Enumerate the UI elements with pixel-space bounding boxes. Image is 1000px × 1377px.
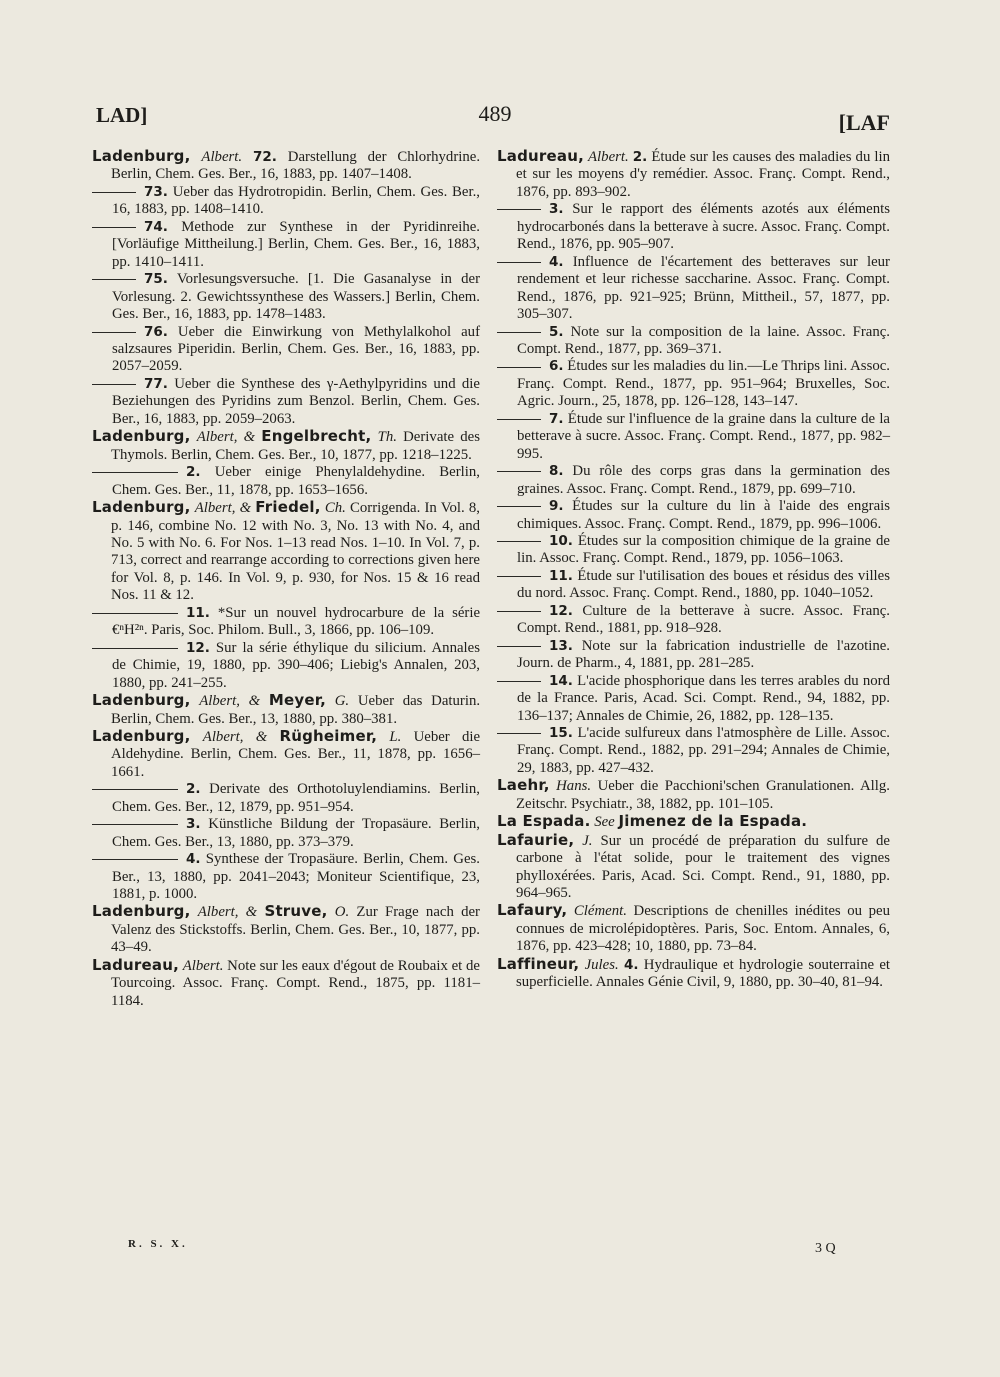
- entry-text: Vorlesungsversuche. [1. Die Gasanalyse in der Vorlesung. 2. Gewichtssynthese des Wassers.] Berlin, Chem. Ges. Ber., 16, 1883, pp. 1478–1483.: [112, 271, 480, 323]
- entry-text: Descriptions de chenilles inédites ou peu connues de microlépidoptères. Paris, Soc. Entom. Annales, 6, 1876, pp. 423–428; 10, 1880, pp. 73–84.: [516, 903, 890, 955]
- signature-mark: R. S. X.: [128, 1238, 188, 1250]
- bibliography-entry: [92, 271, 480, 323]
- bibliography-entry: [497, 411, 890, 463]
- entry-text: Note sur les eaux d'égout de Roubaix et de Tourcoing. Assoc. Franç. Compt. Rend., 1875, pp. 1181–1184.: [111, 957, 480, 1009]
- entry-number: 4.: [623, 956, 639, 973]
- entry-text: Derivate des Thymols. Berlin, Chem. Ges. Ber., 10, 1877, pp. 1218–1225.: [111, 429, 480, 463]
- entry-number: 5.: [549, 323, 564, 340]
- bibliography-entry: [92, 640, 480, 692]
- author-given-name: Albert, &: [197, 904, 258, 921]
- author-name: Ladenburg,: [92, 726, 191, 745]
- ditto-rule: [92, 219, 144, 235]
- bibliography-entry: [92, 903, 480, 956]
- entry-number: 11.: [186, 604, 210, 621]
- see-reference: See: [594, 814, 615, 831]
- entry-number: 76.: [144, 323, 168, 340]
- author-name: Laehr,: [497, 776, 550, 795]
- bibliography-entry: [497, 254, 890, 324]
- ditto-rule: [92, 324, 144, 340]
- author-name: Lafaurie,: [497, 830, 575, 849]
- entry-number: 8.: [549, 463, 564, 480]
- bibliography-entry: [92, 324, 480, 376]
- bibliography-entry: [92, 957, 480, 1010]
- author-given-name: Hans.: [556, 778, 592, 795]
- bibliography-entry: [92, 428, 480, 464]
- entry-text: Ueber einige Phenylaldehydine. Berlin, Chem. Ges. Ber., 11, 1878, pp. 1653–1656.: [112, 464, 480, 498]
- bibliography-entry: [497, 603, 890, 638]
- bibliography-entry: [92, 499, 480, 605]
- entry-text: Ueber die Aldehydine. Berlin, Chem. Ges. Ber., 11, 1878, pp. 1656–1661.: [111, 728, 481, 780]
- bibliography-entry: [92, 376, 480, 428]
- author-given-name: Albert.: [201, 149, 243, 165]
- author-name: Ladenburg,: [92, 147, 191, 165]
- bibliography-entry: [92, 148, 480, 184]
- bibliography-entry: [497, 568, 890, 603]
- entry-number: 2.: [186, 781, 201, 798]
- author-name: Ladureau,: [497, 147, 584, 165]
- entry-text: Études sur la composition chimique de la graine de lin. Assoc. Franç. Compt. Rend., 1879, pp. 1056–1063.: [517, 532, 890, 567]
- entry-number: 9.: [549, 498, 564, 515]
- entry-text: L'acide sulfureux dans l'atmosphère de Lille. Assoc. Franç. Compt. Rend., 1882, pp. 291–294; Annales de Chimie, 29, 1883, pp. 427–432.: [517, 724, 891, 776]
- ditto-rule: [497, 603, 549, 619]
- coauthor-given-name: O.: [334, 904, 350, 921]
- bibliography-entry: [497, 725, 890, 777]
- bibliography-entry: [92, 219, 480, 271]
- entry-text: Synthese der Tropasäure. Berlin, Chem. Ges. Ber., 13, 1880, pp. 2041–2043; Moniteur Scientifique, 23, 1881, p. 1000.: [112, 851, 480, 903]
- entry-text: Ueber die Einwirkung von Methylalkohol auf salzsaures Piperidin. Berlin, Chem. Ges. Ber., 16, 1883, pp. 2057–2059.: [112, 323, 480, 375]
- ditto-rule: [92, 640, 186, 656]
- author-name: Ladenburg,: [92, 498, 191, 517]
- entry-text: *Sur un nouvel hydrocarbure de la série €ⁿH²ⁿ. Paris, Soc. Philom. Bull., 3, 1866, pp. 106–109.: [112, 604, 481, 639]
- bibliography-entry: [92, 816, 480, 851]
- author-name: Laffineur,: [497, 954, 580, 973]
- entry-number: 11.: [549, 567, 573, 584]
- entry-number: 75.: [144, 271, 168, 288]
- author-name: Ladenburg,: [92, 427, 191, 446]
- entry-text: Hydraulique et hydrologie souterraine et superficielle. Annales Génie Civil, 9, 1880, pp. 30–40, 81–94.: [516, 956, 891, 991]
- page-number: 489: [478, 101, 512, 126]
- entry-text: L'acide phosphorique dans les terres arables du nord de la France. Paris, Acad. Sci. Compt. Rend., 94, 1882, pp. 136–137; Annales de Chimie, 26, 1882, pp. 128–135.: [517, 672, 890, 724]
- author-given-name: Albert, &: [196, 429, 256, 446]
- bibliography-entry: [497, 358, 890, 410]
- entry-number: 12.: [186, 639, 210, 656]
- author-given-name: Albert, &: [202, 728, 268, 745]
- entry-text: Zur Frage nach der Valenz des Stickstoffs. Berlin, Chem. Ges. Ber., 10, 1877, pp. 43–49.: [111, 904, 480, 956]
- ditto-rule: [497, 498, 549, 514]
- coauthor-given-name: Th.: [377, 429, 397, 446]
- entry-text: Influence de l'écartement des betteraves sur leur rendement et leur richesse saccharine. Assoc. Franç. Compt. Rend., 1876, pp. 921–925; Brünn, Mittheil., 57, 1877, pp. 305–307.: [517, 253, 890, 323]
- author-name: La Espada.: [497, 812, 591, 831]
- ditto-rule: [497, 673, 549, 689]
- bibliography-entry: [497, 638, 890, 673]
- entry-number: 14.: [549, 672, 573, 689]
- ditto-rule: [497, 324, 549, 340]
- bibliography-entry: [92, 781, 480, 816]
- ditto-rule: [497, 533, 549, 549]
- bibliography-entry: [92, 605, 480, 640]
- ditto-rule: [92, 271, 144, 287]
- entry-text: Sur la série éthylique du silicium. Annales de Chimie, 19, 1880, pp. 390–406; Liebig's Annalen, 203, 1880, pp. 241–255.: [112, 639, 480, 691]
- ditto-rule: [497, 254, 549, 270]
- author-given-name: Albert, &: [199, 693, 261, 710]
- entry-text: Darstellung der Chlorhydrine. Berlin, Chem. Ges. Ber., 16, 1883, pp. 1407–1408.: [111, 149, 481, 183]
- coauthor-given-name: L.: [389, 728, 402, 745]
- entry-text: Ueber die Synthese des γ-Aethylpyridins und die Beziehungen des Pyridins zum Benzol. Berlin, Chem. Ges. Ber., 16, 1883, pp. 2059–2063.: [112, 375, 480, 427]
- coauthor-name: Struve,: [264, 902, 328, 921]
- author-given-name: Clément.: [573, 903, 627, 920]
- entry-number: 4.: [186, 851, 201, 868]
- author-given-name: J.: [582, 832, 593, 849]
- entry-text: Études sur la culture du lin à l'aide des engrais chimiques. Assoc. Franç. Compt. Rend., 1879, pp. 996–1006.: [517, 498, 890, 532]
- author-given-name: Albert, &: [194, 500, 252, 517]
- coauthor-name: Meyer,: [268, 691, 327, 710]
- gathering-mark: 3 Q: [815, 1241, 836, 1256]
- bibliography-entry: [497, 832, 890, 903]
- ditto-rule: [92, 464, 186, 480]
- entry-text: Étude sur les causes des maladies du lin et sur les moyens d'y remédier. Assoc. Franç. Compt. Rend., 1876, pp. 893–902.: [516, 149, 891, 200]
- bibliography-entry: [497, 201, 890, 253]
- bibliography-entry: [92, 692, 480, 728]
- entry-text: Note sur la fabrication industrielle de l'azotine. Journ. de Pharm., 4, 1881, pp. 281–285.: [517, 637, 891, 672]
- bibliography-entry: [497, 533, 890, 568]
- entry-number: 12.: [549, 602, 573, 619]
- bibliography-entry: [92, 728, 480, 781]
- author-given-name: Jules.: [584, 956, 619, 973]
- right-column: [497, 148, 890, 992]
- bibliography-entry: [497, 813, 890, 831]
- entry-text: Études sur les maladies du lin.—Le Thrips lini. Assoc. Franç. Compt. Rend., 1877, pp. 951–964; Bruxelles, Soc. Agric. Journ., 25, 1878, pp. 126–128, 143–147.: [517, 358, 890, 410]
- author-given-name: Albert.: [182, 957, 224, 974]
- entry-text: Künstliche Bildung der Tropasäure. Berlin, Chem. Ges. Ber., 13, 1880, pp. 373–379.: [112, 816, 480, 850]
- entry-number: 73.: [144, 183, 168, 200]
- entry-text: Étude sur l'influence de la graine dans la culture de la betterave à sucre. Assoc. Franç. Compt. Rend., 1877, pp. 982–995.: [517, 410, 890, 462]
- ditto-rule: [92, 816, 186, 832]
- coauthor-name: Engelbrecht,: [261, 427, 372, 446]
- bibliography-entry: [497, 148, 890, 201]
- bibliography-entry: [497, 463, 890, 498]
- ditto-rule: [497, 463, 549, 479]
- entry-text: Sur un procédé de préparation du sulfure de carbone à l'état solide, pour le traitement des vignes phylloxérées. Paris, Acad. Sci. Compt. Rend., 91, 1880, pp. 964–965.: [516, 832, 890, 902]
- bibliography-entry: [497, 673, 890, 725]
- ditto-rule: [92, 781, 186, 797]
- author-name: Ladureau,: [92, 955, 179, 974]
- bibliography-entry: [92, 184, 480, 219]
- bibliography-entry: [92, 851, 480, 903]
- entry-number: 13.: [549, 637, 573, 654]
- entry-text: Note sur la composition de la laine. Assoc. Franç. Compt. Rend., 1877, pp. 369–371.: [517, 323, 890, 357]
- ditto-rule: [92, 851, 186, 867]
- entry-text: Ueber das Daturin. Berlin, Chem. Ges. Ber., 13, 1880, pp. 380–381.: [111, 693, 481, 727]
- coauthor-given-name: G.: [334, 693, 350, 710]
- ditto-rule: [92, 376, 144, 392]
- running-head-left: LAD]: [96, 103, 148, 127]
- author-name: Ladenburg,: [92, 902, 191, 921]
- coauthor-name: Friedel,: [255, 498, 321, 517]
- ditto-rule: [497, 638, 549, 654]
- running-head-right: [LAF: [838, 110, 890, 135]
- bibliography-entry: [497, 324, 890, 359]
- entry-number: 2.: [186, 464, 201, 481]
- coauthor-given-name: Ch.: [324, 500, 346, 517]
- author-given-name: Albert.: [588, 149, 629, 165]
- entry-number: 3.: [186, 816, 201, 833]
- author-name: Lafaury,: [497, 901, 568, 920]
- coauthor-name: Rügheimer,: [279, 726, 378, 745]
- ditto-rule: [497, 358, 549, 374]
- entry-text: Culture de la betterave à sucre. Assoc. Franç. Compt. Rend., 1881, pp. 918–928.: [517, 602, 890, 637]
- entry-number: 15.: [549, 724, 573, 741]
- bibliography-entry: [497, 902, 890, 955]
- entry-text: Corrigenda. In Vol. 8, p. 146, combine No. 12 with No. 3, No. 13 with No. 4, and No. 5 with No. 6. For Nos. 1–13 read Nos. 1–10. In Vol. 7, p. 713, correct and rearrange according to corrections given here for Vol. 8, p. 146. In Vol. 9, p. 930, for Nos. 15 & 16 read Nos. 11 & 12.: [111, 500, 480, 604]
- entry-text: Étude sur l'utilisation des boues et résidus des villes du nord. Assoc. Franç. Compt. Rend., 1880, pp. 1040–1052.: [517, 567, 890, 602]
- author-name: Ladenburg,: [92, 691, 191, 710]
- ditto-rule: [497, 201, 549, 217]
- entry-text: Methode zur Synthese in der Pyridinreihe. [Vorläufige Mittheilung.] Berlin, Chem. Ges. Ber., 16, 1883, pp. 1410–1411.: [112, 218, 481, 270]
- entry-number: 10.: [549, 532, 573, 549]
- entry-text: Ueber die Pacchioni'schen Granulationen. Allg. Zeitschr. Psychiatr., 38, 1882, pp. 101–105.: [516, 778, 891, 812]
- left-column: [92, 148, 480, 1010]
- bibliography-entry: [497, 498, 890, 533]
- entry-text: Sur le rapport des éléments azotés aux éléments hydrocarbonés dans la betterave à sucre. Assoc. Franç. Compt. Rend., 1876, pp. 905–907.: [517, 201, 890, 253]
- entry-number: 72.: [252, 149, 277, 165]
- entry-number: 4.: [549, 253, 564, 270]
- ditto-rule: [497, 725, 549, 741]
- entry-number: 2.: [632, 149, 648, 165]
- entry-number: 74.: [144, 218, 168, 235]
- entry-number: 6.: [549, 358, 564, 375]
- ditto-rule: [92, 605, 186, 621]
- bibliography-entry: [92, 464, 480, 499]
- ditto-rule: [92, 184, 144, 200]
- entry-text: Ueber das Hydrotropidin. Berlin, Chem. Ges. Ber., 16, 1883, pp. 1408–1410.: [112, 183, 480, 218]
- entry-number: 7.: [549, 410, 564, 427]
- entry-number: 3.: [549, 201, 564, 218]
- entry-text: Derivate des Orthotoluylendiamins. Berlin, Chem. Ges. Ber., 12, 1879, pp. 951–954.: [112, 781, 480, 815]
- coauthor-name: Jimenez de la Espada.: [618, 812, 808, 831]
- ditto-rule: [497, 411, 549, 427]
- bibliography-entry: [497, 956, 890, 992]
- ditto-rule: [497, 568, 549, 584]
- entry-number: 77.: [144, 375, 168, 392]
- entry-text: Du rôle des corps gras dans la germination des graines. Assoc. Franç. Compt. Rend., 1879, pp. 699–710.: [517, 463, 891, 497]
- bibliography-entry: [497, 777, 890, 813]
